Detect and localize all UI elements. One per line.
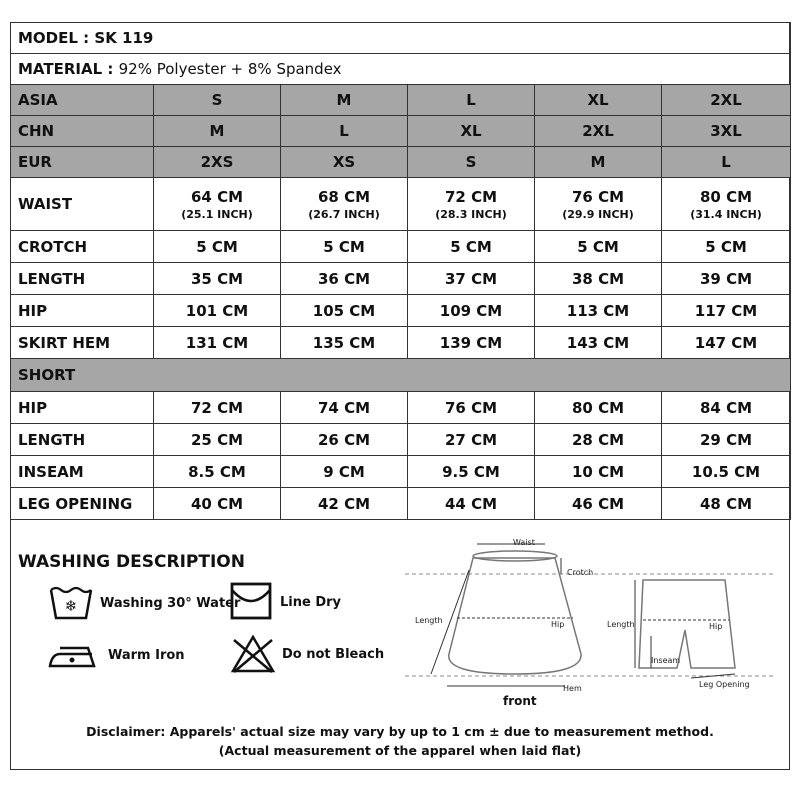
measure-cell: 48 CM: [662, 488, 791, 520]
short-section-header: SHORT: [11, 359, 791, 392]
leg-opening-row: [11, 488, 791, 520]
measure-cell: 5 CM: [662, 231, 791, 263]
material-row: [11, 54, 791, 85]
diagram-label-waist: Waist: [513, 538, 535, 547]
care-text: Warm Iron: [108, 647, 185, 663]
measure-cell: 10.5 CM: [662, 456, 791, 488]
measure-cell: 9 CM: [281, 456, 408, 488]
size-row-asia: [11, 85, 791, 116]
measure-cell: 117 CM: [662, 295, 791, 327]
measure-cell: 76 CM: [408, 392, 535, 424]
cm-value: 68 CM: [317, 187, 371, 206]
size-cell: M: [281, 85, 408, 116]
care-text: Do not Bleach: [282, 646, 385, 662]
inch-value: (31.4 INCH): [690, 207, 762, 221]
waist-row: [11, 178, 791, 231]
model-label: MODEL :: [18, 29, 90, 47]
measure-cell: [662, 178, 791, 231]
diagram-label-inseam: Inseam: [651, 656, 681, 665]
size-row-chn: [11, 116, 791, 147]
cm-value: 80 CM: [699, 187, 753, 206]
cm-value: 64 CM: [190, 187, 244, 206]
measure-cell: [535, 178, 662, 231]
crotch-row: [11, 231, 791, 263]
measure-cell: 38 CM: [535, 263, 662, 295]
measure-cell: 84 CM: [662, 392, 791, 424]
size-cell: XL: [535, 85, 662, 116]
size-cell: M: [154, 116, 281, 147]
size-chart-table: [10, 22, 791, 520]
measure-cell: 72 CM: [154, 392, 281, 424]
measure-cell: 40 CM: [154, 488, 281, 520]
inch-value: (28.3 INCH): [435, 207, 507, 221]
measure-cell: [281, 178, 408, 231]
inch-value: (29.9 INCH): [562, 207, 634, 221]
svg-text:❄: ❄: [64, 597, 78, 615]
measure-cell: 26 CM: [281, 424, 408, 456]
row-label: EUR: [11, 147, 154, 178]
measure-cell: 9.5 CM: [408, 456, 535, 488]
row-label: HIP: [11, 295, 154, 327]
size-cell: 2XL: [662, 85, 791, 116]
measure-cell: 29 CM: [662, 424, 791, 456]
washing-section: [10, 522, 790, 770]
inch-value: (25.1 INCH): [181, 207, 253, 221]
care-item-no-bleach: [230, 634, 384, 674]
measure-cell: [408, 178, 535, 231]
measure-cell: 10 CM: [535, 456, 662, 488]
size-row-eur: [11, 147, 791, 178]
row-label: CROTCH: [11, 231, 154, 263]
row-label: LENGTH: [11, 263, 154, 295]
cm-value: 76 CM: [571, 187, 625, 206]
measure-cell: 44 CM: [408, 488, 535, 520]
size-cell: S: [154, 85, 281, 116]
measurement-diagram: [395, 534, 785, 714]
care-item-iron: [48, 640, 185, 670]
measure-cell: 37 CM: [408, 263, 535, 295]
measure-cell: 139 CM: [408, 327, 535, 359]
measure-cell: 5 CM: [154, 231, 281, 263]
iron-icon: [48, 640, 102, 670]
diagram-label-crotch: Crotch: [567, 568, 594, 577]
measure-cell: 42 CM: [281, 488, 408, 520]
washing-title: WASHING DESCRIPTION: [18, 552, 245, 572]
row-label: INSEAM: [11, 456, 154, 488]
hip-row: [11, 295, 791, 327]
care-text: Line Dry: [280, 594, 342, 610]
measure-cell: 28 CM: [535, 424, 662, 456]
line-dry-icon: [230, 582, 274, 622]
length-row: [11, 263, 791, 295]
care-item-line-dry: [230, 582, 341, 622]
size-cell: L: [662, 147, 791, 178]
measure-cell: 147 CM: [662, 327, 791, 359]
care-text: Washing 30° Water: [100, 595, 241, 611]
measure-cell: 5 CM: [535, 231, 662, 263]
no-bleach-icon: [230, 634, 276, 674]
measure-cell: 101 CM: [154, 295, 281, 327]
measure-cell: 143 CM: [535, 327, 662, 359]
row-label: SKIRT HEM: [11, 327, 154, 359]
inch-value: (26.7 INCH): [308, 207, 380, 221]
row-label: ASIA: [11, 85, 154, 116]
measure-cell: 135 CM: [281, 327, 408, 359]
measure-cell: 74 CM: [281, 392, 408, 424]
model-row: [11, 23, 791, 54]
measure-cell: 5 CM: [281, 231, 408, 263]
size-cell: 3XL: [662, 116, 791, 147]
measure-cell: 36 CM: [281, 263, 408, 295]
disclaimer-line-1: Disclaimer: Apparels' actual size may vary by up to 1 cm ± due to measurement method.: [86, 724, 714, 739]
measure-cell: 5 CM: [408, 231, 535, 263]
model-value: SK 119: [94, 29, 154, 47]
diagram-label-short-length: Length: [607, 620, 635, 629]
measure-cell: 109 CM: [408, 295, 535, 327]
measure-cell: 80 CM: [535, 392, 662, 424]
diagram-label-hip: Hip: [551, 620, 565, 629]
diagram-label-leg-opening: Leg Opening: [699, 680, 750, 689]
measure-cell: 131 CM: [154, 327, 281, 359]
measure-cell: 113 CM: [535, 295, 662, 327]
row-label: HIP: [11, 392, 154, 424]
measure-cell: [154, 178, 281, 231]
size-cell: 2XL: [535, 116, 662, 147]
material-label: MATERIAL :: [18, 60, 114, 78]
measure-cell: 46 CM: [535, 488, 662, 520]
row-label: LENGTH: [11, 424, 154, 456]
row-label: LEG OPENING: [11, 488, 154, 520]
measure-cell: 27 CM: [408, 424, 535, 456]
diagram-label-hem: Hem: [563, 684, 582, 693]
row-label: CHN: [11, 116, 154, 147]
size-cell: L: [281, 116, 408, 147]
short-length-row: [11, 424, 791, 456]
measure-cell: 39 CM: [662, 263, 791, 295]
inseam-row: [11, 456, 791, 488]
care-item-wash: [48, 584, 240, 622]
disclaimer: [10, 722, 790, 760]
wash-tub-icon: [48, 584, 94, 622]
short-hip-row: [11, 392, 791, 424]
cm-value: 72 CM: [444, 187, 498, 206]
measure-cell: 8.5 CM: [154, 456, 281, 488]
diagram-label-front: front: [503, 694, 537, 708]
size-cell: XL: [408, 116, 535, 147]
measure-cell: 105 CM: [281, 295, 408, 327]
measure-cell: 35 CM: [154, 263, 281, 295]
disclaimer-line-2: (Actual measurement of the apparel when laid flat): [218, 743, 582, 758]
size-cell: L: [408, 85, 535, 116]
size-cell: XS: [281, 147, 408, 178]
measure-cell: 25 CM: [154, 424, 281, 456]
size-cell: 2XS: [154, 147, 281, 178]
diagram-label-length: Length: [415, 616, 443, 625]
material-value: 92% Polyester + 8% Spandex: [118, 60, 342, 78]
diagram-label-short-hip: Hip: [709, 622, 723, 631]
size-cell: S: [408, 147, 535, 178]
size-cell: M: [535, 147, 662, 178]
skirt-hem-row: [11, 327, 791, 359]
row-label: WAIST: [11, 178, 154, 231]
